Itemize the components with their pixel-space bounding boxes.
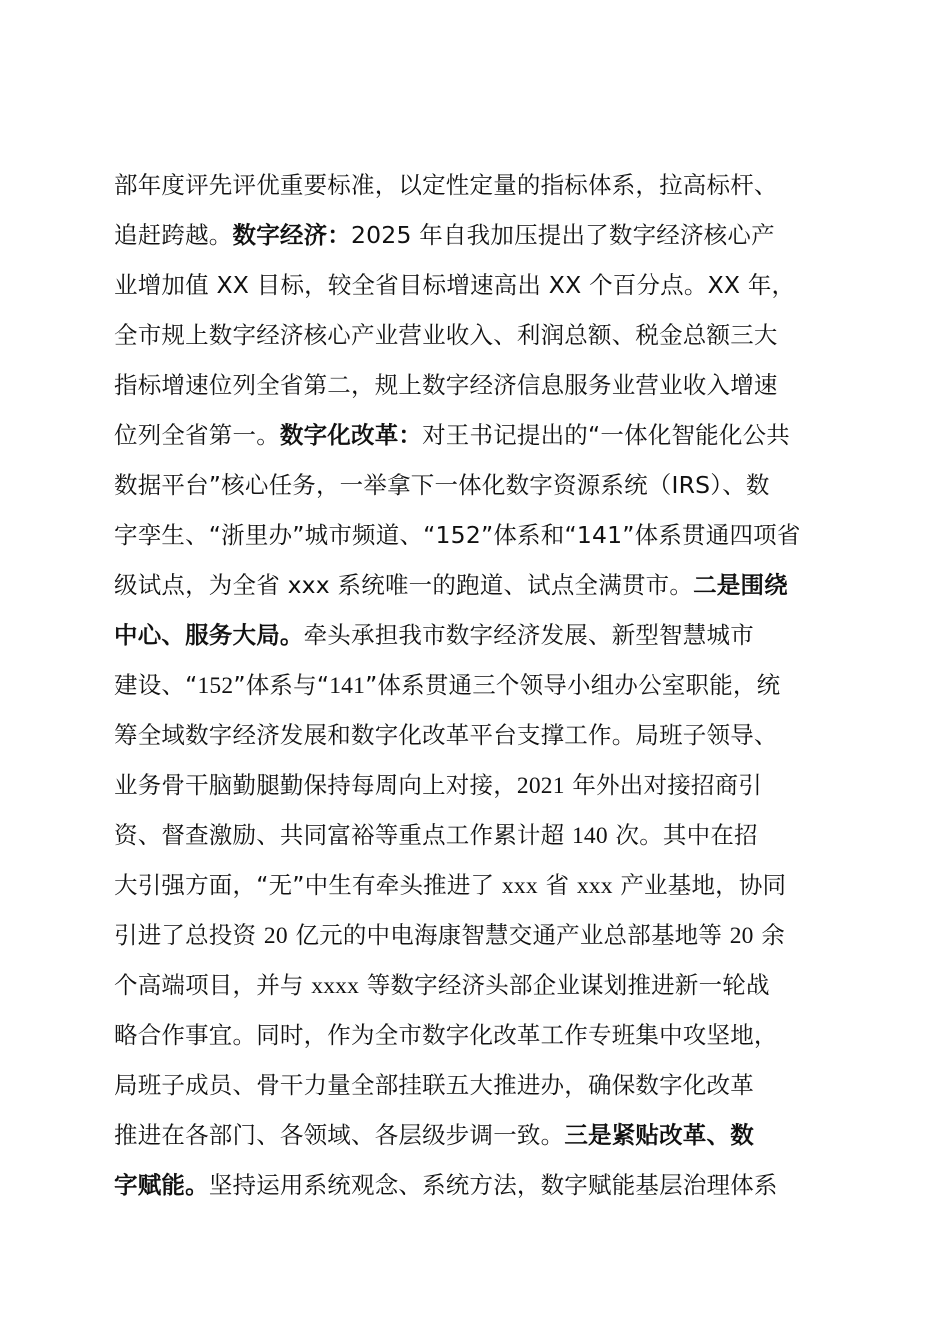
text-run: 大引强方面，“无”中生有牵头推进了 bbox=[114, 871, 502, 899]
text-run: 牵头承担我市数字经济发展、新型智慧城市 bbox=[303, 621, 754, 649]
text-run: 略合作事宜。同时，作为全市数字化改革工作专班集中攻坚地， bbox=[114, 1021, 778, 1049]
text-run: 亿元的中电海康智慧交通产业总部基地等 bbox=[287, 921, 730, 949]
text-run: 数据平台”核心任务，一举拿下一体化数字资源系统（IRS）、数 bbox=[114, 471, 770, 499]
text-run: 局班子成员、骨干力量全部挂联五大推进办，确保数字化改革 bbox=[114, 1071, 754, 1099]
serif-number: xxxx bbox=[311, 973, 360, 999]
text-line bbox=[114, 1160, 844, 1210]
bold-heading: 数字经济： bbox=[232, 221, 351, 249]
text-run: 2025 年自我加压提出了数字经济核心产 bbox=[351, 221, 775, 249]
text-line bbox=[114, 810, 844, 860]
text-run: 业增加值 XX 目标，较全省目标增速高出 XX 个百分点。XX 年， bbox=[114, 271, 796, 299]
text-run: 余 bbox=[753, 921, 786, 949]
text-line bbox=[114, 1060, 844, 1110]
serif-number: 140 bbox=[571, 823, 608, 849]
text-run: 等数字经济头部企业谋划推进新一轮战 bbox=[359, 971, 770, 999]
text-line bbox=[114, 960, 844, 1010]
serif-number: 152 bbox=[197, 673, 234, 699]
text-run: 年外出对接招商引 bbox=[564, 771, 762, 799]
text-line bbox=[114, 260, 844, 310]
bold-heading: 三是紧贴改革、数 bbox=[564, 1121, 754, 1149]
text-run: 产业基地，协同 bbox=[612, 871, 787, 899]
text-run: 追赶跨越。 bbox=[114, 221, 233, 249]
serif-number: 2021 bbox=[516, 773, 565, 799]
text-run: 全市规上数字经济核心产业营业收入、利润总额、税金总额三大 bbox=[114, 321, 778, 349]
text-line bbox=[114, 410, 844, 460]
serif-number: 141 bbox=[329, 673, 366, 699]
text-line bbox=[114, 1110, 844, 1160]
text-line bbox=[114, 710, 844, 760]
text-line bbox=[114, 360, 844, 410]
text-run: 建设、“ bbox=[114, 671, 198, 699]
text-line bbox=[114, 560, 844, 610]
text-run: 对王书记提出的“一体化智能化公共 bbox=[422, 421, 790, 449]
text-run: 部年度评先评优重要标准，以定性定量的指标体系，拉高标杆、 bbox=[114, 171, 778, 199]
text-run: 资、督查激励、共同富裕等重点工作累计超 bbox=[114, 821, 572, 849]
text-run: 引进了总投资 bbox=[114, 921, 264, 949]
serif-number: xxx bbox=[576, 873, 613, 899]
text-line bbox=[114, 160, 844, 210]
text-run: 推进在各部门、各领域、各层级步调一致。 bbox=[114, 1121, 565, 1149]
text-line bbox=[114, 1010, 844, 1060]
text-run: 坚持运用系统观念、系统方法，数字赋能基层治理体系 bbox=[208, 1171, 778, 1199]
text-line bbox=[114, 310, 844, 360]
text-run: 指标增速位列全省第二，规上数字经济信息服务业营业收入增速 bbox=[114, 371, 778, 399]
body-text bbox=[114, 160, 844, 1210]
text-run: 省 bbox=[537, 871, 577, 899]
text-line bbox=[114, 860, 844, 910]
text-line bbox=[114, 760, 844, 810]
text-run: 业务骨干脑勤腿勤保持每周向上对接， bbox=[114, 771, 517, 799]
text-line bbox=[114, 910, 844, 960]
text-run: 筹全域数字经济发展和数字化改革平台支撑工作。局班子领导、 bbox=[114, 721, 778, 749]
text-run: ”体系与“ bbox=[233, 671, 330, 699]
text-run: 位列全省第一。 bbox=[114, 421, 280, 449]
text-line bbox=[114, 210, 844, 260]
bold-heading: 字赋能。 bbox=[114, 1171, 209, 1199]
text-line bbox=[114, 460, 844, 510]
serif-number: xxx bbox=[501, 873, 538, 899]
bold-heading: 中心、服务大局。 bbox=[114, 621, 304, 649]
text-run: 个高端项目，并与 bbox=[114, 971, 312, 999]
bold-heading: 数字化改革： bbox=[279, 421, 423, 449]
text-run: 字孪生、“浙里办”城市频道、“152”体系和“141”体系贯通四项省 bbox=[114, 521, 801, 549]
serif-number: 20 bbox=[729, 923, 754, 949]
text-line bbox=[114, 660, 844, 710]
text-line bbox=[114, 510, 844, 560]
text-run: 次。其中在招 bbox=[607, 821, 758, 849]
bold-heading: 二是围绕 bbox=[693, 571, 788, 599]
text-run: 级试点，为全省 xxx 系统唯一的跑道、试点全满贯市。 bbox=[114, 571, 694, 599]
text-run: ”体系贯通三个领导小组办公室职能，统 bbox=[365, 671, 781, 699]
text-line bbox=[114, 610, 844, 660]
serif-number: 20 bbox=[263, 923, 288, 949]
